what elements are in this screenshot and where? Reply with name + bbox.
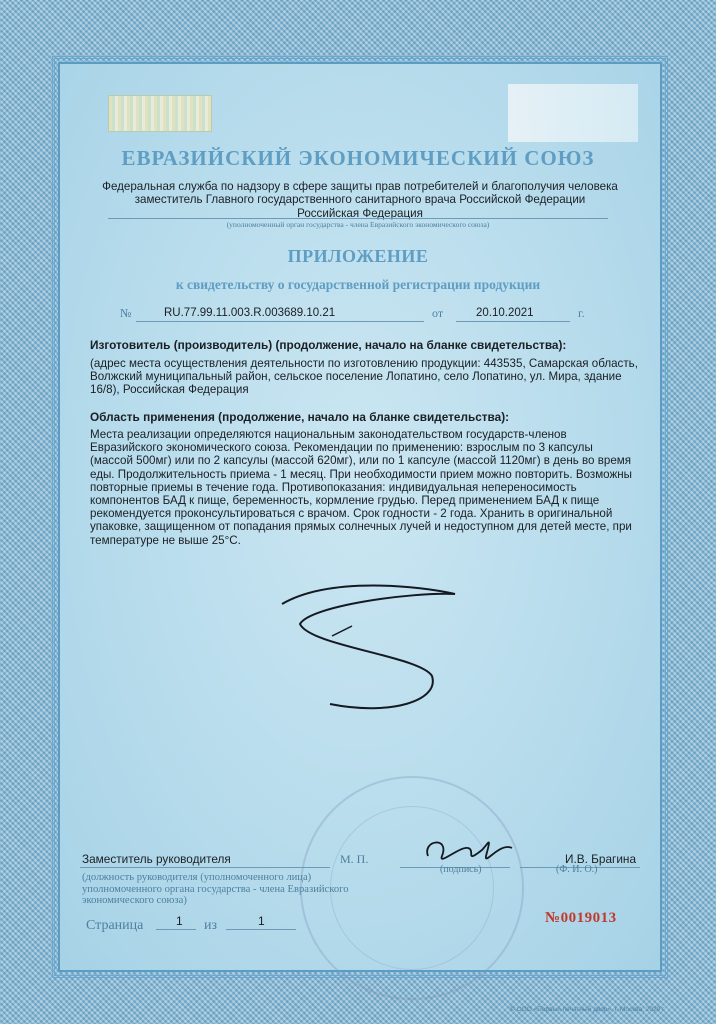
page-current: 1 [176, 914, 183, 928]
agency-line-3: Российская Федерация [297, 206, 423, 220]
name-caption: (Ф. И. О.) [556, 864, 598, 875]
agency-underline [108, 218, 608, 219]
application-heading: Область применения (продолжение, начало на бланке свидетельства): [90, 410, 510, 424]
appendix-title: ПРИЛОЖЕНИЕ [287, 246, 429, 266]
certificate-date: 20.10.2021 [476, 307, 534, 319]
year-suffix: г. [578, 306, 585, 320]
manufacturer-text: (адрес места осуществления деятельности по изготовлению продукции: 443535, Самарская область, Волжский муниципальный район, сельское поселение Лопатино, село Лопатино, ул. Мира, здание 16/8), Российская Федерация [90, 357, 638, 397]
redaction-patch [508, 84, 638, 142]
union-title: ЕВРАЗИЙСКИЙ ЭКОНОМИЧЕСКИЙ СОЮЗ [121, 146, 595, 170]
position-underline [80, 867, 330, 868]
number-sign: № [120, 306, 132, 320]
hologram-sticker [108, 95, 212, 132]
date-underline [456, 321, 570, 322]
certificate-number: RU.77.99.11.003.R.003689.10.21 [164, 307, 336, 319]
signatory-name: И.В. Брагина [565, 852, 637, 866]
signer-position: Заместитель руководителя [82, 852, 231, 866]
signature-caption: (подпись) [440, 864, 482, 875]
of-label: из [204, 918, 218, 933]
number-underline [136, 321, 424, 322]
position-caption: (должность руководителя (уполномоченного лица) уполномоченного органа государства - члена Евразийского экономического союза) [82, 872, 349, 907]
signature-mark [270, 576, 470, 716]
serial-number: №0019013 [545, 910, 617, 926]
agency-line-2: заместитель Главного государственного санитарного врача Российской Федерации [134, 193, 586, 207]
manufacturer-heading: Изготовитель (производитель) (продолжение, начало на бланке свидетельства): [90, 338, 567, 352]
agency-block [80, 180, 640, 220]
page-total-underline [226, 929, 296, 930]
page-label: Страница [86, 918, 144, 933]
application-text: Места реализации определяются национальным законодательством государств-членов Евразийского экономического союза. Рекомендации по применению: взрослым по 3 капсулы (массой 500мг) или по 2 капсулы (массой 620мг), или по 1 капсуле (массой 1120мг) в день во время еды. Продолжительность приема - 1 месяц. При необходимости прием можно повторить. Возможны повторные приемы в течение года. Противопоказания: индивидуальная непереносимость компонентов БАД к пище, беременность, кормление грудью. Перед применением БАД к пище рекомендуется проконсультироваться с врачом. Срок годности - 2 года. Хранить в оригинальной упаковке, защищенном от попадания прямых солнечных лучей и недоступном для детей месте, при температуре не выше 25°С. [90, 428, 632, 547]
agency-caption: (уполномоченный орган государства - члена Евразийского экономического союза) [226, 220, 490, 229]
agency-line-1: Федеральная служба по надзору в сфере защиты прав потребителей и благополучия человека [102, 180, 618, 193]
seal-label: М. П. [340, 852, 369, 866]
page-current-underline [156, 929, 196, 930]
printer-imprint: © ООО «Первый печатный двор», г. Москва, 2020 г. [510, 1006, 666, 1013]
appendix-subtitle: к свидетельству о государственной регистрации продукции [175, 277, 541, 292]
page-total: 1 [258, 914, 265, 928]
from-label: от [432, 306, 444, 320]
